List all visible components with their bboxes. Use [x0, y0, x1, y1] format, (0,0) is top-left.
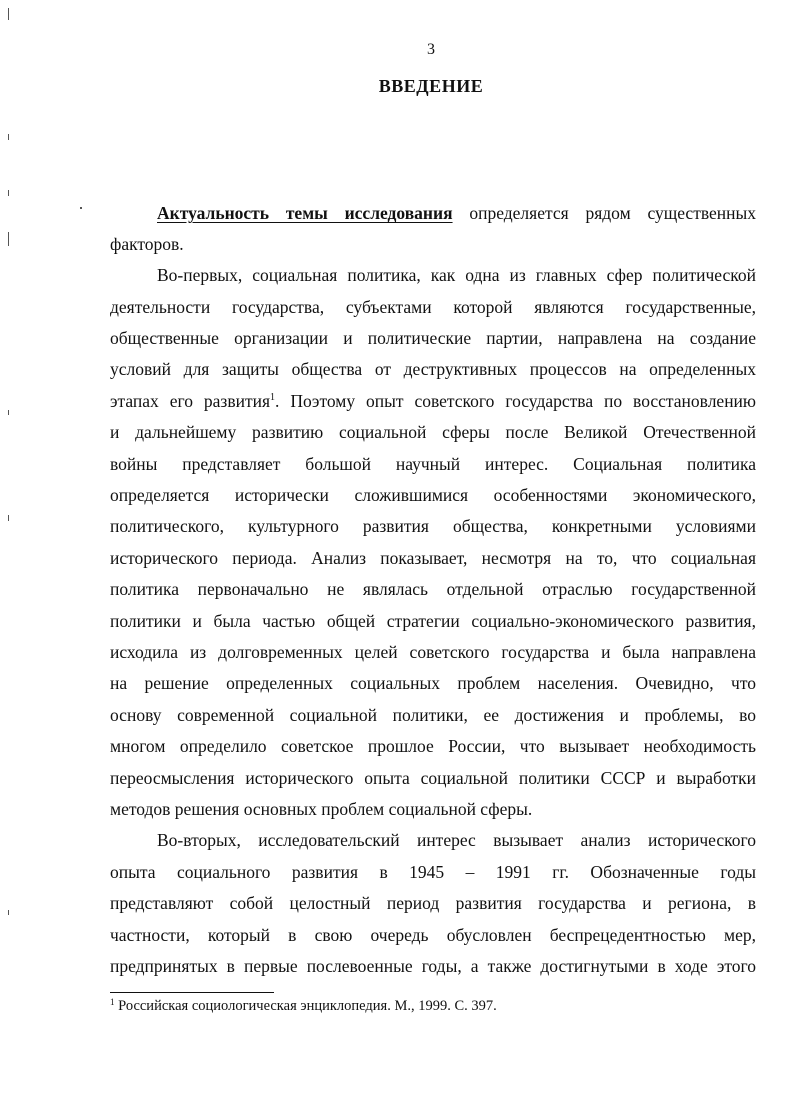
text-line: на решение определенных социальных проблем населения. Очевидно, что: [110, 673, 756, 693]
text-line: основу современной социальной политики, ее достижения и проблемы, во: [110, 705, 756, 725]
text-line: политика первоначально не являлась отдельной отраслью государственной: [110, 579, 756, 599]
footnote: [110, 998, 497, 1015]
text-line: факторов.: [110, 234, 184, 254]
page-number: 3: [427, 41, 435, 58]
text-line: общественные организации и политические партии, направлена на создание: [110, 328, 756, 348]
scan-mark: [8, 8, 9, 20]
text-line: определяется исторически сложившимися особенностями экономического,: [110, 485, 756, 505]
text-line: деятельности государства, субъектами которой являются государственные,: [110, 297, 756, 317]
scan-mark: [80, 207, 82, 209]
text-line: этапах его развития$^1$. Поэтому опыт советского государства по восстановлению: [110, 391, 757, 411]
text-line: условий для защиты общества от деструктивных процессов на определенных: [110, 359, 756, 379]
scan-mark: [8, 910, 9, 915]
scan-mark: [8, 232, 9, 246]
text-line: многом определило советское прошлое России, что вызывает необходимость: [110, 736, 756, 756]
scan-mark: [8, 410, 9, 415]
footnote-marker: 1: [110, 997, 115, 1007]
text-line: предпринятых в первые послевоенные годы, а также достигнутыми в ходе этого: [110, 956, 756, 976]
scan-mark: [8, 134, 9, 140]
text-line: войны представляет большой научный интерес. Социальная политика: [110, 454, 756, 474]
text-line: частности, который в свою очередь обусловлен беспрецедентностью мер,: [110, 925, 756, 945]
text-line: переосмысления исторического опыта социальной политики СССР и выработки: [110, 768, 756, 788]
text-line: политического, культурного развития общества, конкретными условиями: [110, 516, 756, 536]
scan-mark: [8, 190, 9, 196]
text-line: методов решения основных проблем социальной сферы.: [110, 799, 533, 819]
section-heading: ВВЕДЕНИЕ: [378, 76, 484, 96]
text-line: опыта социального развития в 1945 – 1991 гг. Обозначенные годы: [110, 862, 756, 882]
text-line: исторического периода. Анализ показывает, несмотря на то, что социальная: [110, 548, 756, 568]
footnote-ref[interactable]: 1: [270, 392, 276, 403]
text-line: представляют собой целостный период развития государства и региона, в: [110, 893, 756, 913]
text-line: Актуальность темы исследования определяется рядом существенных: [157, 203, 757, 223]
text-line: Во-первых, социальная политика, как одна из главных сфер политической: [157, 265, 756, 285]
footnote-text: Российская социологическая энциклопедия. М., 1999. С. 397.: [114, 998, 497, 1014]
scan-mark: [8, 515, 9, 521]
text-line: политики и была частью общей стратегии социально-экономического развития,: [110, 611, 756, 631]
text-line: Во-вторых, исследовательский интерес вызывает анализ исторического: [157, 830, 756, 850]
footnote-divider: [110, 992, 274, 993]
text-line: исходила из долговременных целей советского государства и была направлена: [110, 642, 756, 662]
text-line: и дальнейшему развитию социальной сферы после Великой Отечественной: [110, 422, 756, 442]
lead-term: Актуальность темы исследования: [157, 203, 453, 223]
